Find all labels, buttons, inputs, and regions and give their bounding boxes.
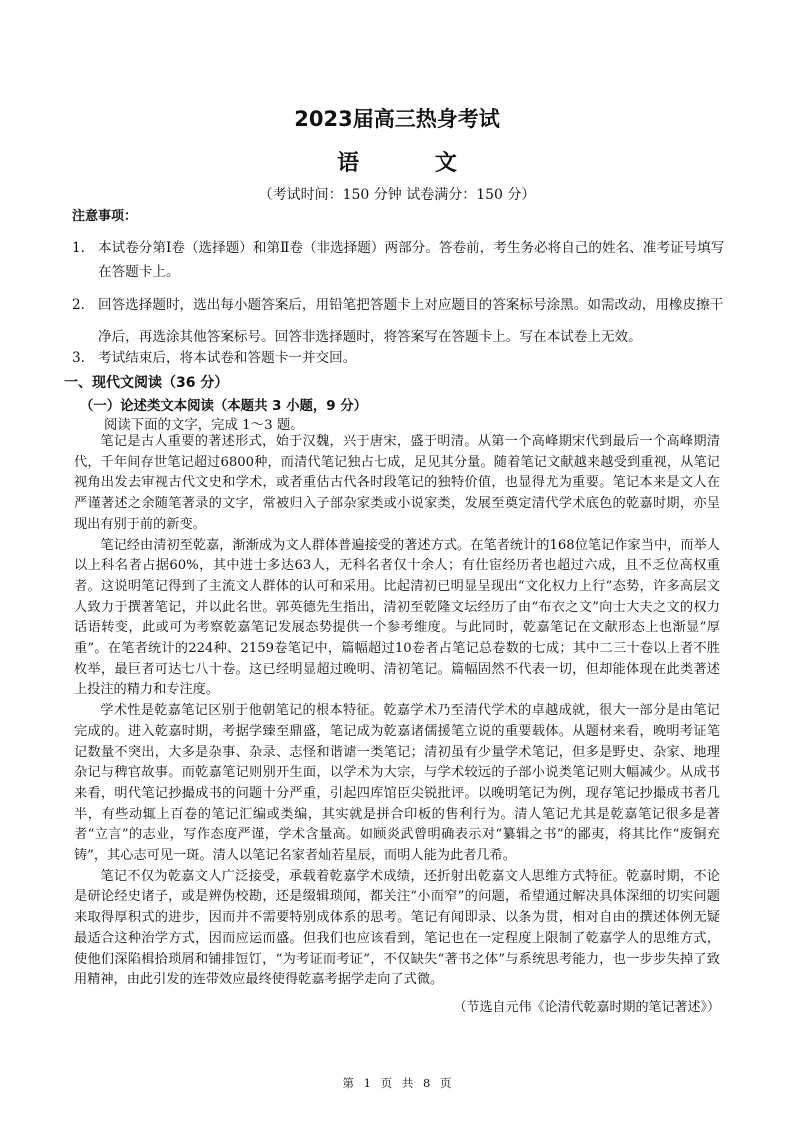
section-heading: 一、现代文阅读（36 分） — [64, 375, 229, 391]
exam-title: 2023届高三热身考试 — [294, 107, 500, 131]
exam-info: （考试时间：150 分钟 试卷满分：150 分） — [258, 187, 536, 203]
subsection-heading: （一）论述类文本阅读（本题共 3 小题，9 分） — [80, 399, 368, 414]
notice-item — [72, 289, 730, 353]
notice-text: 回答选择题时，选出每小题答案后，用铅笔把答题卡上对应题目的答案标号涂黑。如需改动，用橡皮擦干净后，再选涂其他答案标号。回答非选择题时，将答案写在答题卡上。写在本试卷上无效。 — [98, 297, 724, 345]
article-body — [74, 432, 720, 991]
reading-instruction: 阅读下面的文字，完成 1～3 题。 — [104, 418, 304, 433]
notice-number: 3. — [72, 350, 85, 366]
subject-title: 语 文 — [337, 151, 491, 176]
article-paragraph: 笔记是古人重要的著述形式，始于汉魏，兴于唐宋，盛于明清。从第一个高峰期宋代到最后一个高峰期清代，千年间存世笔记超过6800种，而清代笔记独占七成，足见其分量。随着笔记文献越来越受到重视，从笔记视角出发去审视古代文史和学术，或者重估古代各时段笔记的独特价值，也显得尤为重要。笔记本来是文人在严谨著述之余随笔著录的文字，常被归入子部杂家类或小说家类，发展至奠定清代学术底色的乾嘉时期，亦呈现出有别于前的新变。 — [74, 434, 720, 532]
notice-heading: 注意事项： — [72, 209, 138, 224]
notice-text: 本试卷分第Ⅰ卷（选择题）和第Ⅱ卷（非选择题）两部分。答卷前，考生务必将自己的姓名、准考证号填写在答题卡上。 — [98, 240, 725, 280]
article-paragraph: 笔记经由清初至乾嘉，渐渐成为文人群体普遍接受的著述方式。在笔者统计的168位笔记作家当中，而举人以上科名者占据60%，其中进士多达63人，无科名者仅十余人；有仕宦经历者也超过六成，且不乏位高权重者。这说明笔记得到了主流文人群体的认可和采用。比起清初已明显呈现出“文化权力上行”态势，许多高层文人致力于撰著笔记，并以此名世。郭英德先生指出，清初至乾隆文坛经历了由“布衣之文”向士大夫之文的权力话语转变，此或可为考察乾嘉笔记发展态势提供一个参考维度。与此同时，乾嘉笔记在文献形态上也渐显“厚重”。在笔者统计的224种、2159卷笔记中，篇幅超过10卷者占笔记总卷数的七成；其中二三十卷以上者不胜枚举，最巨者可达七八十卷。这已经明显超过晚明、清初笔记。篇幅固然不代表一切，但却能体现在此类著述上投注的精力和专注度。 — [74, 537, 720, 698]
article-paragraph: 学术性是乾嘉笔记区别于他朝笔记的根本特征。乾嘉学术乃至清代学术的卓越成就，很大一部分是由笔记完成的。进入乾嘉时期，考据学臻至鼎盛，笔记成为乾嘉诸儒援笔立说的重要载体。从题材来看，晚明考证笔记数量不突出，大多是杂事、杂录、志怪和谐谑一类笔记；清初虽有少量学术笔记，但多是野史、杂家、地理杂记与稗官故事。而乾嘉笔记则别开生面，以学术为大宗，与学术较远的子部小说类笔记则大幅减少。从成书来看，明代笔记抄撮成书的问题十分严重，引起四库馆臣尖锐批评。以晚明笔记为例，现存笔记抄撮成书者几半，有些动辄上百卷的笔记汇编或类编，其实就是拼合印板的售利行为。清人笔记尤其是乾嘉笔记很多是著者“立言”的志业，写作态度严谨，学术含量高。如顾炎武曾明确表示对“纂辑之书”的鄙夷，将其比作“废铜充铸”，其心志可见一斑。清人以笔记名家者灿若星辰，而明人能为此者几希。 — [74, 703, 720, 864]
notice-number: 2. — [72, 297, 85, 313]
article-source: （节选自元伟《论清代乾嘉时期的笔记著述》） — [453, 1000, 720, 1015]
page-footer: 第 1 页 共 8 页 — [342, 1076, 452, 1090]
notice-number: 1. — [72, 240, 85, 256]
notice-item — [72, 346, 730, 370]
notice-text: 考试结束后，将本试卷和答题卡一并交回。 — [98, 350, 357, 366]
article-paragraph: 笔记不仅为乾嘉文人广泛接受，承载着乾嘉学术成绩，还折射出乾嘉文人思维方式特征。乾嘉时期，不论是研论经史诸子，或是辨伪校勘，还是缀辑琐闻，都关注“小而窄”的问题，希望通过解决具体深细的切实问题来取得厚积式的进步，因而并不需要特别成体系的思考。笔记有闻即录、以条为贯，相对自由的撰述体例无疑最适合这种治学方式，因而应运而盛。但我们也应该看到，笔记也在一定程度上限制了乾嘉学人的思维方式，使他们深陷楫拾琐屑和铺排饾饤，“为考证而考证”，不仅缺失“著书之体”与系统思考能力，也一步步失掉了致用精神，由此引发的连带效应最终使得乾嘉考据学走向了式微。 — [74, 868, 720, 988]
notice-item — [72, 236, 730, 284]
